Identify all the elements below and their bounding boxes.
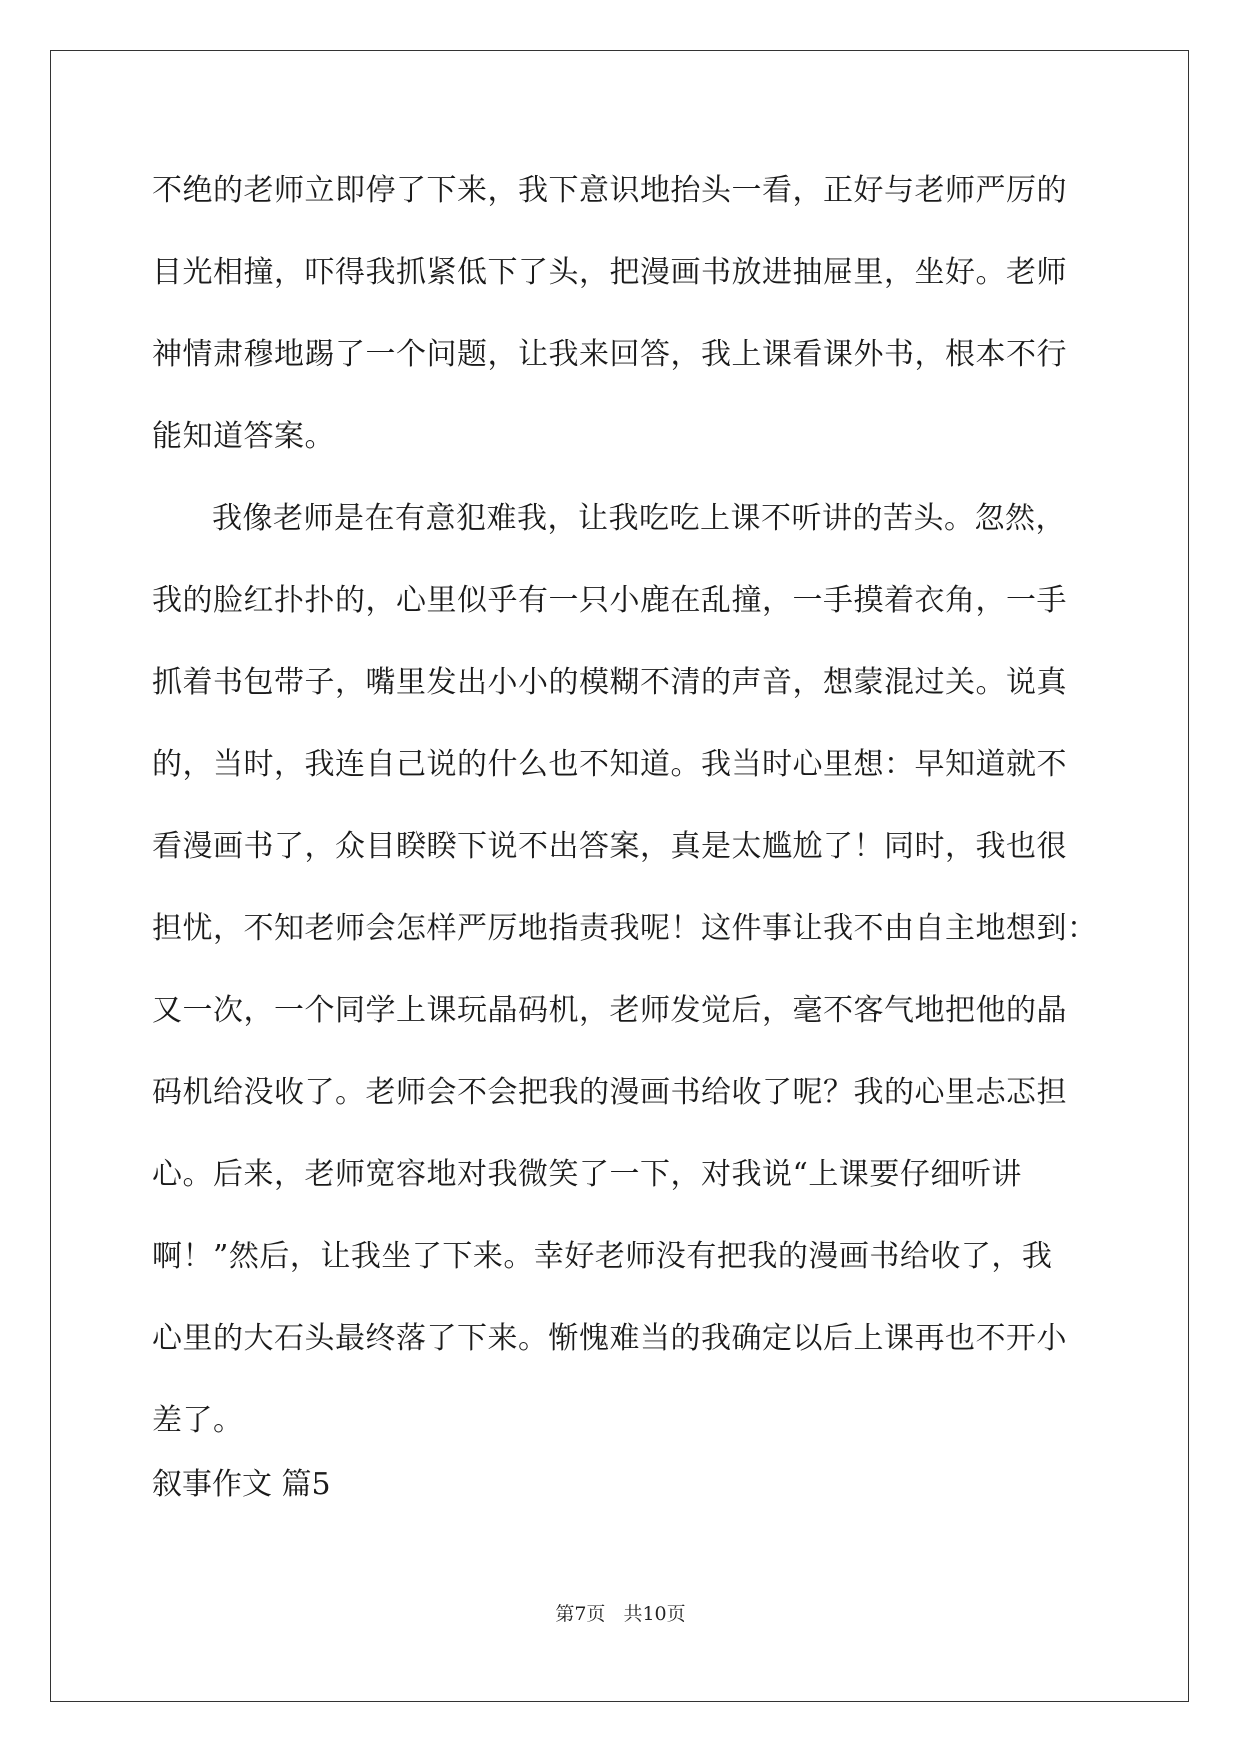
text-line: 目光相撞，吓得我抓紧低下了头，把漫画书放进抽屉里，坐好。老师 [152,255,1067,290]
document-body [152,150,1098,1462]
text-line: 的，当时，我连自己说的什么也不知道。我当时心里想：早知道就不 [152,747,1067,782]
section-heading: 叙事作文 篇5 [152,1467,331,1502]
page-total: 共10页 [623,1603,686,1625]
text-line: 心。后来，老师宽容地对我微笑了一下，对我说“上课要仔细听讲 [152,1157,1022,1192]
text-line: 心里的大石头最终落了下来。惭愧难当的我确定以后上课再也不开小 [152,1321,1067,1356]
text-line: 不绝的老师立即停了下来，我下意识地抬头一看，正好与老师严厉的 [152,173,1067,208]
text-line: 抓着书包带子，嘴里发出小小的模糊不清的声音，想蒙混过关。说真 [152,665,1067,700]
text-line: 啊！”然后，让我坐了下来。幸好老师没有把我的漫画书给收了，我 [152,1239,1053,1274]
text-line: 担忧，不知老师会怎样严厉地指责我呢！这件事让我不由自主地想到： [152,911,1098,946]
text-line: 又一次，一个同学上课玩晶码机，老师发觉后，毫不客气地把他的晶 [152,993,1067,1028]
paragraph-start-line: 我像老师是在有意犯难我，让我吃吃上课不听讲的苦头。忽然， [212,501,1066,536]
text-line: 神情肃穆地踢了一个问题，让我来回答，我上课看课外书，根本不行 [152,337,1067,372]
text-line: 码机给没收了。老师会不会把我的漫画书给收了呢？我的心里忐忑担 [152,1075,1067,1110]
text-line: 能知道答案。 [152,419,335,454]
text-line: 看漫画书了，众目睽睽下说不出答案，真是太尴尬了！同时，我也很 [152,829,1067,864]
page-number: 第7页 [555,1603,606,1625]
text-line: 我的脸红扑扑的，心里似乎有一只小鹿在乱撞，一手摸着衣角，一手 [152,583,1067,618]
text-line: 差了。 [152,1403,244,1438]
page-footer [0,1602,1241,1626]
